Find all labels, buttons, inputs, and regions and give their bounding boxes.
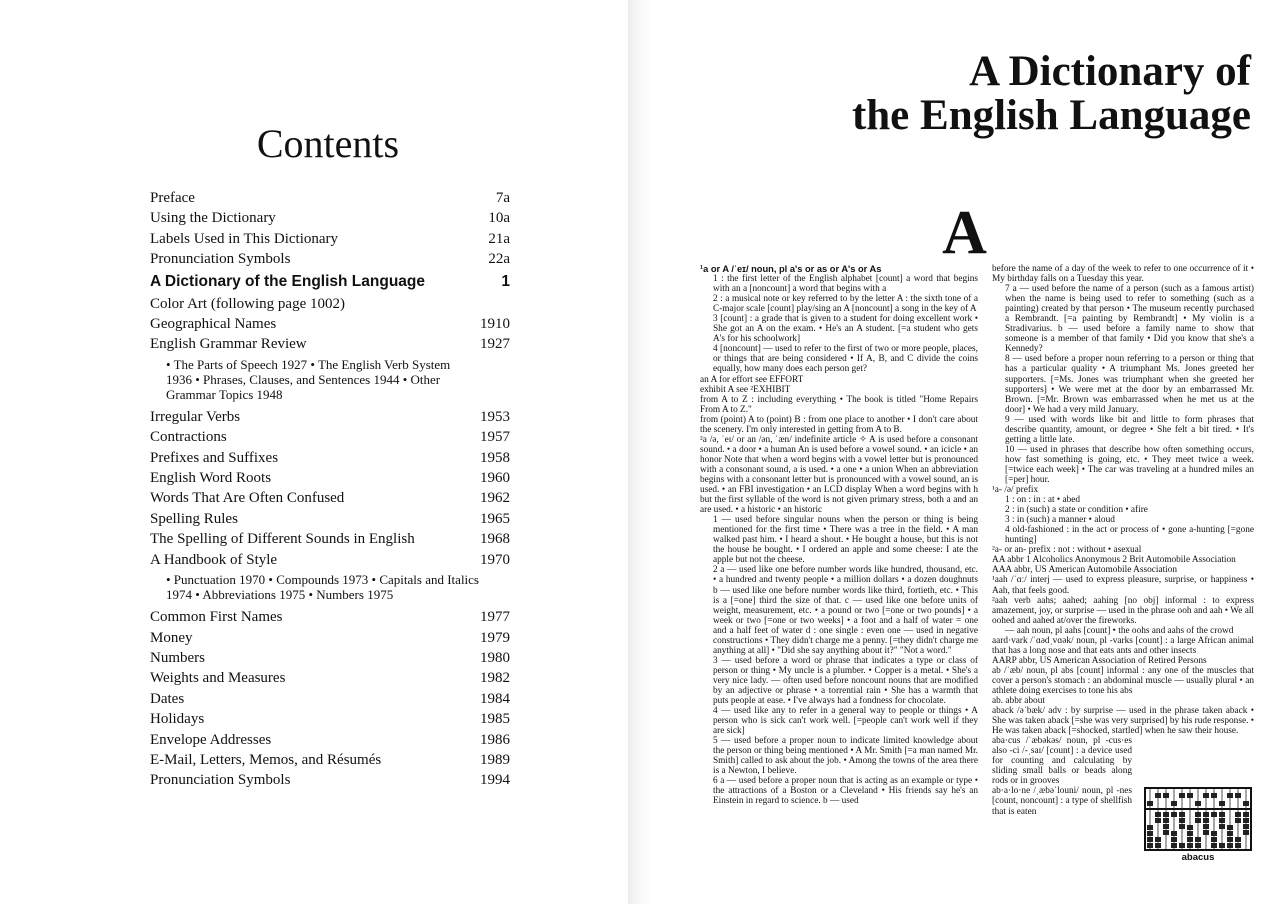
toc-row[interactable] [150,730,510,750]
toc-row[interactable] [150,509,510,529]
abacus-bead [1195,801,1201,806]
contents-title: Contents [256,121,400,166]
abacus-bead [1219,824,1225,829]
entry-headword: ¹a or A /ˈeɪ/ noun, pl a's or as or A's or As [700,264,882,274]
abacus-bead [1163,830,1169,835]
toc-label: Common First Names [150,609,283,626]
toc-row[interactable] [150,668,510,688]
entry-headword: AAA abbr, US American Automobile Association [992,565,1178,576]
entry-phrase: from (point) A to (point) B : from one place to another • I don't care about the scenery. I'm only interested in getting from A to B. [700,414,978,435]
abacus-bead [1227,831,1233,836]
toc-label: Pronunciation Symbols [150,251,291,268]
toc-row[interactable] [150,249,510,269]
abacus-bead [1195,812,1201,817]
dictionary-title [852,50,1251,138]
toc-page: 1958 [480,449,510,466]
entry-headword: aback /əˈbæk/ adv : by surprise — used in the phrase taken aback • She was taken aback [=she was very surprised] by his rude response. • He was taken aback [=shocked, startled] when he saw their house. [992,706,1254,737]
abacus-bead [1179,793,1185,798]
abacus-bead [1203,818,1209,823]
toc-page: 1960 [480,470,510,487]
toc-row[interactable] [150,407,510,427]
entry-sense: 1 : the first letter of the English alphabet [count] a word that begins with an a [noncount] a word that begins with a [713,274,978,295]
entry-sense: 7 a — used before the name of a person (such as a famous artist) when the name is being used to refer to something (such as a painting) created by that person • The museum recently purchased a Rembrandt. [=a painting by Rembrandt] • My violin is a Stradivarius. b — used before a family name to show that someone is a member of that family • Did you know that she's a Kennedy? [1005,284,1254,355]
table-of-contents [150,188,510,791]
abacus-bead [1243,824,1249,829]
abacus-bead [1187,793,1193,798]
abacus-bead [1235,793,1241,798]
abacus-bead [1203,793,1209,798]
abacus-bead [1203,824,1209,829]
abacus-bead [1195,843,1201,848]
toc-label: A Handbook of Style [150,551,278,568]
abacus-bead [1155,818,1161,823]
toc-page: 1 [501,272,510,290]
abacus-bead [1187,825,1193,830]
entry-headword: ²aah verb aahs; aahed; aahing [no obj] informal : to express amazement, joy, or surprise — used in the phrase ooh and aah • We all oohed and aahed at/over the fireworks. [992,595,1254,626]
abacus-bead [1243,818,1249,823]
toc-page: 1979 [480,629,510,646]
abacus-bead [1147,831,1153,836]
section-letter: A [942,199,987,267]
toc-row[interactable] [150,607,510,627]
abacus-bead [1163,818,1169,823]
toc-label: Money [150,629,193,646]
abacus-bead [1219,818,1225,823]
abacus-bead [1211,831,1217,836]
toc-label: English Word Roots [150,470,272,487]
entry-phrase: exhibit A see ²EXHIBIT [700,384,791,395]
toc-row[interactable] [150,529,510,549]
toc-row[interactable] [150,709,510,729]
abacus-bead [1235,837,1241,842]
abacus-bead [1155,812,1161,817]
toc-page: 10a [488,210,510,227]
toc-row[interactable] [150,689,510,709]
abacus-bead [1179,843,1185,848]
entry-headword: aba·cus /ˈæbəkəs/ noun, pl -cus·es also -ci /-ˌsaɪ/ [count] : a device used for counting and calculating by sliding small balls or beads along rods or in grooves [992,736,1132,787]
abacus-bead [1179,818,1185,823]
abacus-bead [1243,812,1249,817]
toc-label: Holidays [150,711,205,728]
entry-headword: AA abbr 1 Alcoholics Anonymous 2 Brit Automobile Association [992,555,1236,566]
toc-page: 1985 [480,711,510,728]
abacus-bead [1219,843,1225,848]
entry-phrase: an A for effort see EFFORT [700,374,804,385]
abacus-bead [1211,812,1217,817]
abacus-bead [1163,812,1169,817]
toc-page: 1962 [480,490,510,507]
abacus-bead [1187,843,1193,848]
entry-headword: ¹aah /ˈɑː/ interj — used to express pleasure, surprise, or happiness • Aah, that feels good. [992,575,1254,596]
entry-headword: ²a /ə, ˈeɪ/ or an /ən, ˈæn/ indefinite article ✧ A is used before a consonant sound. • a door • a human An is used before a vowel sound. • an icicle • an honor Note that when a word begins with a vowel letter but is pronounced with a consonant sound, a is used. • a one • a union When an abbreviation begins with a consonant letter but is pronounced with a vowel sound, an is used. • an FBI investigation • an LCD display When a word begins with h but the first syllable of the word is not given primary stress, both a and an are used. • a historic • an historic [700,434,978,516]
abacus-bead [1227,837,1233,842]
toc-label: Dates [150,690,185,707]
abacus-bead [1179,824,1185,829]
abacus-bead [1243,830,1249,835]
toc-page: 1980 [480,649,510,666]
abacus-bead [1179,812,1185,817]
abacus-bead [1171,801,1177,806]
entry-headword: ab /ˈæb/ noun, pl abs [count] informal : any one of the muscles that cover a person's stomach : an abdominal muscle — usually plural • an athlete doing exercises to tone his abs [992,665,1254,696]
toc-row[interactable] [150,488,510,508]
contents-page [0,0,628,904]
toc-row[interactable] [150,427,510,447]
abacus-bead [1147,825,1153,830]
toc-label: Numbers [150,649,205,666]
toc-row[interactable] [150,448,510,468]
abacus-bead [1227,825,1233,830]
toc-page: 21a [488,230,510,247]
toc-label: Spelling Rules [150,510,238,527]
toc-label: Geographical Names [150,316,277,333]
abacus-bead [1163,793,1169,798]
abacus-bead [1155,793,1161,798]
abacus-bead [1235,812,1241,817]
abacus-bead [1155,843,1161,848]
toc-page: 1984 [480,690,510,707]
abacus-bead [1171,831,1177,836]
toc-page: 1982 [480,670,510,687]
entry-headword: ¹a- /ə/ prefix [992,485,1039,496]
toc-subentries: • Punctuation 1970 • Compounds 1973 • Capitals and Italics 1974 • Abbreviations 1975 • Numbers 1975 [166,572,479,603]
toc-label: A Dictionary of the English Language [150,272,426,290]
toc-label: Irregular Verbs [150,408,241,425]
entry-headword: aard·vark /ˈɑədˌvɑək/ noun, pl -varks [count] : a large African animal that has a long nose and that eats ants and other insects [992,635,1254,656]
entry-column-right [992,264,1254,870]
toc-label: Words That Are Often Confused [150,490,345,507]
entry-headword: ²a- or an- prefix : not : without • asexual [992,545,1142,556]
toc-row[interactable] [150,294,510,314]
toc-label: Contractions [150,429,227,446]
entry-sense: — aah noun, pl aahs [count] • the oohs and aahs of the crowd [1005,625,1234,636]
toc-page: 1910 [480,316,510,333]
abacus-bead [1171,812,1177,817]
entry-sense: 4 [noncount] — used to refer to the first of two or more people, places, or things that are being considered • If A, B, and C divide the coins equally, how many does each person get? [713,344,978,375]
entry-headword: ab. abbr about [992,696,1045,707]
toc-row[interactable] [150,208,510,228]
abacus-bead [1163,824,1169,829]
abacus-bead [1195,837,1201,842]
entry-sense: 8 — used before a proper noun referring to a person or thing that has a particular quality • A triumphant Ms. Jones greeted her supporters. [=Ms. Jones was triumphant when she greeted her supporters] • We were met at the door by an embarrassed Mr. Brown. [=Mr. Brown was embarrassed when he met us at the door] • We had a very mild January. [1005,354,1254,415]
toc-subentries: • The Parts of Speech 1927 • The English Verb System 1936 • Phrases, Clauses, and Sentences 1944 • Other Grammar Topics 1948 [166,356,451,402]
book-gutter [628,0,650,904]
toc-page: 1986 [480,731,510,748]
toc-label: Prefixes and Suffixes [150,449,279,466]
abacus-bead [1171,837,1177,842]
entry-sense: 4 old-fashioned : in the act or process of • gone a-hunting [=gone hunting] [1005,525,1254,546]
toc-page: 1977 [480,609,510,626]
toc-label: E-Mail, Letters, Memos, and Résumés [150,751,382,768]
toc-page: 1968 [480,531,510,548]
toc-page: 1953 [480,408,510,425]
toc-row[interactable] [150,229,510,249]
abacus-bead [1211,843,1217,848]
toc-page: 1957 [480,429,510,446]
abacus-caption: abacus [1181,852,1215,863]
toc-page: 1970 [480,551,510,568]
entry-sense: 9 — used with words like bit and little to form phrases that describe quantity, amount, or degree • She felt a bit tired. • It's getting a little late. [1005,414,1254,445]
dictionary-title-line2: the English Language [851,92,1251,139]
entry-phrase: from A to Z : including everything • The book is titled "Home Repairs From A to Z." [700,394,978,415]
abacus-bead [1195,818,1201,823]
toc-row[interactable] [150,314,510,334]
abacus-bead [1147,801,1153,806]
toc-label: The Spelling of Different Sounds in English [150,531,415,548]
abacus-bead [1211,837,1217,842]
toc-row[interactable] [150,770,510,790]
toc-row[interactable] [150,188,510,208]
entry-sense: 3 — used before a word or phrase that indicates a type or class of person or thing • My uncle is a plumber. • Copper is a metal. • She's a very nice lady. — often used before noncount nouns that are modified by an adjective or phrase • a torrential rain • She has a warmth that puts people at ease. • I've always had a fondness for chocolate. [713,655,978,707]
toc-label: Pronunciation Symbols [150,772,291,789]
toc-label: English Grammar Review [150,336,307,353]
toc-page: 1994 [480,772,510,789]
abacus-bead [1187,837,1193,842]
entry-headword: ab·a·lo·ne /ˌæbəˈlouni/ noun, pl -nes [count, noncount] : a type of shellfish that is eaten [992,786,1132,817]
abacus-bead [1147,837,1153,842]
dictionary-page [650,0,1279,904]
entry-headword: AARP abbr, US American Association of Retired Persons [992,655,1207,666]
toc-label: Color Art (following page 1002) [150,295,345,312]
abacus-bead [1211,793,1217,798]
toc-page: 1989 [480,751,510,768]
toc-label: Labels Used in This Dictionary [150,230,339,247]
entry-sense: 1 — used before singular nouns when the person or thing is being mentioned for the first time • There was a tree in the field. • A man walked past him. • I heard a shout. • He bought a house, but this is not the house he bought. • I ordered an apple and some cheese: I ate the apple but not the cheese. [713,515,978,566]
toc-page: 7a [495,190,510,206]
toc-label: Envelope Addresses [150,731,272,748]
toc-label: Using the Dictionary [150,210,276,227]
toc-row[interactable] [150,334,510,354]
toc-label: Weights and Measures [150,670,286,687]
entry-sense: 2 : in (such) a state or condition • afire [1005,505,1148,516]
abacus-bead [1219,812,1225,817]
entry-sense: before the name of a day of the week to refer to one occurrence of it • My birthday falls on a Tuesday this year. [992,264,1254,285]
toc-page: 1927 [480,336,510,353]
dictionary-title-line1: A Dictionary of [969,48,1251,95]
entry-sense: 2 : a musical note or key referred to by the letter A : the sixth tone of a C-major scale [count] play/sing an A [noncount] a song in the key of A [713,294,978,315]
entry-sense: 3 [count] : a grade that is given to a student for doing excellent work • She got an A on the exam. • He's an A student. [=a student who gets A's for his schoolwork] [713,314,978,345]
abacus-bead [1155,837,1161,842]
abacus-illustration [1144,787,1252,851]
abacus-bead [1147,843,1153,848]
toc-row[interactable] [150,648,510,668]
toc-label: Preface [150,190,195,206]
abacus-bead [1187,831,1193,836]
abacus-bead [1203,830,1209,835]
entry-sense: 4 — used like any to refer in a general way to people or things • A person who is sick can't work well. [=people can't work well if they are sick] [713,706,978,737]
toc-row[interactable] [150,750,510,770]
abacus-bead [1171,843,1177,848]
entry-sense: 3 : in (such) a manner • aloud [1005,515,1115,526]
abacus-bead [1203,812,1209,817]
entry-sense: 1 : on : in : at • abed [1005,495,1081,506]
entry-sense: 5 — used before a proper noun to indicate limited knowledge about the person or thing being mentioned • A Mr. Smith [=a man named Mr. Smith] called to ask about the job. • Among the towns of the area there is a Newton, I believe. [713,736,978,777]
toc-row[interactable] [150,628,510,648]
toc-row[interactable] [150,550,510,570]
abacus-bead [1219,801,1225,806]
entry-sense: 6 a — used before a proper noun that is acting as an example or type • the attractions of a Boston or a Cleveland • His friends say he's an Einstein in regard to science. b — used [713,776,978,807]
abacus-bead [1227,843,1233,848]
entry-sense: 2 a — used like one before number words like hundred, thousand, etc. • a hundred and twenty people • a million dollars • a dozen doughnuts b — used like one before number words like third, fortieth, etc. • This is a [=one] third the size of that. c — used like one before units of weight, measurement, etc. • a pound or two [=one or two pounds] • a week or two [=one or two weeks] • a foot and a half of water = one and a half feet of water d : one single : even one — used in negative constructions • They didn't charge me a penny. [=they didn't charge me anything at all] • "Did she say anything about it?" "Not a word." [713,565,978,656]
toc-page: 22a [488,251,510,268]
toc-row[interactable] [150,270,510,294]
toc-row[interactable] [150,468,510,488]
abacus-bead [1235,843,1241,848]
entry-column-left [700,264,978,870]
abacus-bead [1235,818,1241,823]
abacus-bead [1243,801,1249,806]
abacus-bead [1227,793,1233,798]
entry-sense: 10 — used in phrases that describe how often something occurs, how fast something is going, etc. • They meet twice a week. [=twice each week] • The car was traveling at a hundred miles an [=per] hour. [1005,444,1254,485]
toc-page: 1965 [480,510,510,527]
